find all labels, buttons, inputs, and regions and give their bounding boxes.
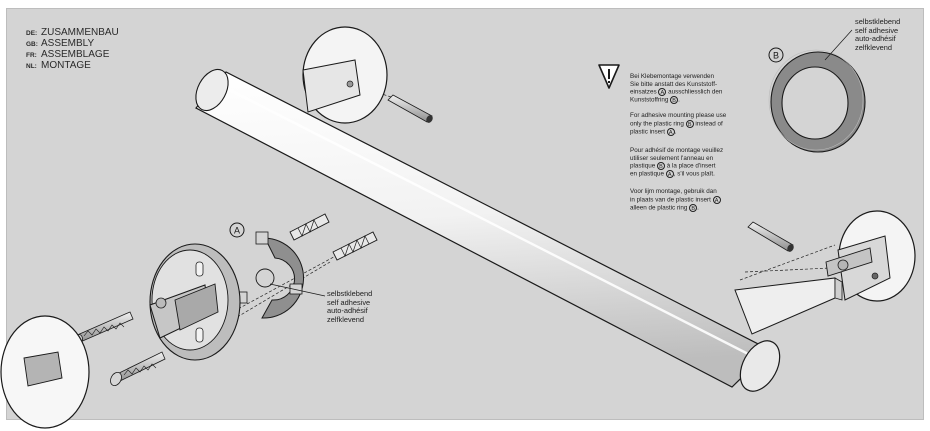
title-de: DE: ZUSAMMENBAU (26, 27, 119, 38)
warning-text-fr: Pour adhésif de montage veuillez utiliser seulement l'anneau en plastique B à la place d'insert en plastique A , s'il vous plaît. (630, 147, 724, 179)
rosette-front-left (1, 316, 89, 428)
title-fr: FR: ASSEMBLAGE (26, 49, 110, 60)
leader-line-right (825, 30, 852, 60)
dowel-top (388, 95, 434, 124)
part-label-a-text: A (233, 225, 241, 236)
plastic-anchors (290, 214, 377, 260)
warning-text-de: Bei Klebemontage verwenden Sie bitte anstatt des Kunststoff- einsatzes A ausschliesslich den Kunststoffring B . (630, 73, 723, 105)
title-nl: NL: MONTAGE (26, 60, 91, 71)
adhesive-ring-b (769, 50, 865, 152)
label-self-adhesive-ring: selbstklebend self adhesive auto-adhésif zelfklevend (855, 17, 901, 52)
mounting-plate-left (150, 244, 240, 360)
part-label-a (230, 223, 244, 237)
plastic-insert-a (236, 232, 304, 318)
rosette-top (303, 27, 387, 123)
warning-text-en: For adhesive mounting please use only the plastic ring B instead of plastic insert A . (630, 112, 727, 136)
label-self-adhesive-insert: selbstklebend self adhesive auto-adhésif zelfklevend (327, 289, 373, 324)
part-label-b (769, 48, 783, 62)
part-label-b-text: B (772, 50, 780, 61)
warning-text-nl: Voor lijm montage, gebruik dan in plaats van de plastic insert A alleen de plastic ring B . (630, 188, 750, 212)
title-gb: GB: ASSEMBLY (26, 38, 95, 49)
warning-icon (599, 65, 619, 88)
dowel-right (748, 222, 795, 253)
